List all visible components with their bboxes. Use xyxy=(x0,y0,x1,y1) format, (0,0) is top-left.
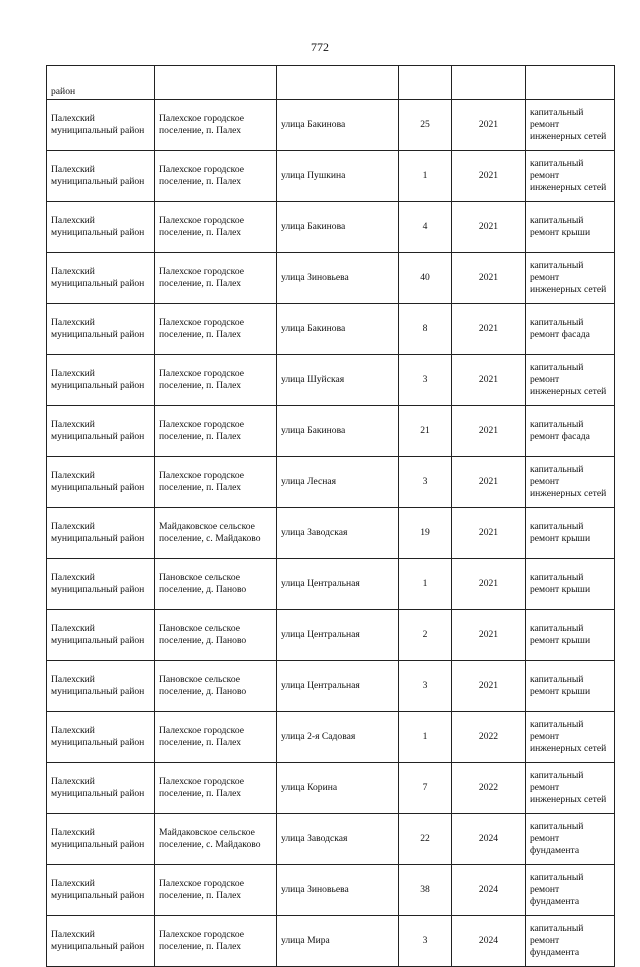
table-row xyxy=(47,100,615,151)
table-row xyxy=(47,559,615,610)
work-type-cell: капитальный ремонт фасада xyxy=(526,304,615,355)
year-cell: 2021 xyxy=(452,253,526,304)
street-cell: улица Центральная xyxy=(277,610,399,661)
work-type-cell: капитальный ремонт инженерных сетей xyxy=(526,253,615,304)
table-row xyxy=(47,304,615,355)
house-cell: 21 xyxy=(399,406,452,457)
table-row xyxy=(47,763,615,814)
house-cell: 22 xyxy=(399,814,452,865)
table-row xyxy=(47,814,615,865)
table-row-continuation xyxy=(47,66,615,100)
street-cell: улица Заводская xyxy=(277,814,399,865)
house-cell: 3 xyxy=(399,355,452,406)
year-cell: 2021 xyxy=(452,508,526,559)
year-cell: 2022 xyxy=(452,763,526,814)
street-cell: улица Центральная xyxy=(277,559,399,610)
table-row xyxy=(47,406,615,457)
table-row xyxy=(47,151,615,202)
house-cell: 19 xyxy=(399,508,452,559)
house-cell xyxy=(399,66,452,100)
settlement-cell: Палехское городское поселение, п. Палех xyxy=(155,253,277,304)
work-type-cell: капитальный ремонт фундамента xyxy=(526,814,615,865)
street-cell: улица Мира xyxy=(277,916,399,967)
district-cell: Палехский муниципальный район xyxy=(47,253,155,304)
year-cell: 2021 xyxy=(452,610,526,661)
settlement-cell: Палехское городское поселение, п. Палех xyxy=(155,916,277,967)
year-cell: 2021 xyxy=(452,661,526,712)
house-cell: 3 xyxy=(399,661,452,712)
street-cell: улица Корина xyxy=(277,763,399,814)
work-type-cell: капитальный ремонт крыши xyxy=(526,559,615,610)
street-cell: улица Центральная xyxy=(277,661,399,712)
settlement-cell: Палехское городское поселение, п. Палех xyxy=(155,763,277,814)
table-row xyxy=(47,508,615,559)
page-number: 772 xyxy=(311,40,329,54)
district-cell: Палехский муниципальный район xyxy=(47,712,155,763)
settlement-cell: Палехское городское поселение, п. Палех xyxy=(155,712,277,763)
work-type-cell: капитальный ремонт фундамента xyxy=(526,916,615,967)
district-cell: Палехский муниципальный район xyxy=(47,304,155,355)
street-cell: улица Бакинова xyxy=(277,406,399,457)
year-cell: 2021 xyxy=(452,151,526,202)
house-cell: 1 xyxy=(399,559,452,610)
house-cell: 8 xyxy=(399,304,452,355)
year-cell xyxy=(452,66,526,100)
settlement-cell: Майдаковское сельское поселение, с. Майдаково xyxy=(155,508,277,559)
settlement-cell xyxy=(155,66,277,100)
work-type-cell: капитальный ремонт фундамента xyxy=(526,865,615,916)
year-cell: 2021 xyxy=(452,457,526,508)
house-cell: 7 xyxy=(399,763,452,814)
table-row xyxy=(47,712,615,763)
settlement-cell: Пановское сельское поселение, д. Паново xyxy=(155,559,277,610)
work-type-cell: капитальный ремонт инженерных сетей xyxy=(526,100,615,151)
street-cell xyxy=(277,66,399,100)
settlement-cell: Палехское городское поселение, п. Палех xyxy=(155,355,277,406)
table-row xyxy=(47,457,615,508)
work-type-cell: капитальный ремонт крыши xyxy=(526,508,615,559)
settlement-cell: Палехское городское поселение, п. Палех xyxy=(155,100,277,151)
work-type-cell xyxy=(526,66,615,100)
street-cell: улица 2-я Садовая xyxy=(277,712,399,763)
settlement-cell: Пановское сельское поселение, д. Паново xyxy=(155,661,277,712)
district-cell: Палехский муниципальный район xyxy=(47,100,155,151)
year-cell: 2021 xyxy=(452,202,526,253)
repair-schedule-table xyxy=(46,65,615,967)
work-type-cell: капитальный ремонт инженерных сетей xyxy=(526,763,615,814)
table-body xyxy=(47,66,615,967)
street-cell: улица Пушкина xyxy=(277,151,399,202)
district-cell: Палехский муниципальный район xyxy=(47,457,155,508)
street-cell: улица Бакинова xyxy=(277,304,399,355)
district-cell: Палехский муниципальный район xyxy=(47,865,155,916)
work-type-cell: капитальный ремонт крыши xyxy=(526,661,615,712)
year-cell: 2021 xyxy=(452,559,526,610)
street-cell: улица Шуйская xyxy=(277,355,399,406)
year-cell: 2021 xyxy=(452,100,526,151)
house-cell: 3 xyxy=(399,916,452,967)
district-cell: Палехский муниципальный район xyxy=(47,610,155,661)
house-cell: 3 xyxy=(399,457,452,508)
work-type-cell: капитальный ремонт крыши xyxy=(526,610,615,661)
year-cell: 2021 xyxy=(452,355,526,406)
district-cell: Палехский муниципальный район xyxy=(47,355,155,406)
district-cell: Палехский муниципальный район xyxy=(47,559,155,610)
work-type-cell: капитальный ремонт крыши xyxy=(526,202,615,253)
work-type-cell: капитальный ремонт инженерных сетей xyxy=(526,457,615,508)
year-cell: 2022 xyxy=(452,712,526,763)
street-cell: улица Зиновьева xyxy=(277,865,399,916)
district-cell: Палехский муниципальный район xyxy=(47,151,155,202)
table-row xyxy=(47,202,615,253)
street-cell: улица Бакинова xyxy=(277,202,399,253)
house-cell: 1 xyxy=(399,151,452,202)
house-cell: 38 xyxy=(399,865,452,916)
house-cell: 4 xyxy=(399,202,452,253)
work-type-cell: капитальный ремонт инженерных сетей xyxy=(526,151,615,202)
year-cell: 2021 xyxy=(452,304,526,355)
table-row xyxy=(47,610,615,661)
settlement-cell: Палехское городское поселение, п. Палех xyxy=(155,406,277,457)
settlement-cell: Майдаковское сельское поселение, с. Майдаково xyxy=(155,814,277,865)
settlement-cell: Палехское городское поселение, п. Палех xyxy=(155,457,277,508)
settlement-cell: Палехское городское поселение, п. Палех xyxy=(155,151,277,202)
street-cell: улица Лесная xyxy=(277,457,399,508)
district-cell: Палехский муниципальный район xyxy=(47,406,155,457)
house-cell: 25 xyxy=(399,100,452,151)
street-cell: улица Бакинова xyxy=(277,100,399,151)
district-cell: Палехский муниципальный район xyxy=(47,814,155,865)
settlement-cell: Пановское сельское поселение, д. Паново xyxy=(155,610,277,661)
table-row xyxy=(47,661,615,712)
district-cell: Палехский муниципальный район xyxy=(47,202,155,253)
district-cell: Палехский муниципальный район xyxy=(47,763,155,814)
work-type-cell: капитальный ремонт фасада xyxy=(526,406,615,457)
district-cell: Палехский муниципальный район xyxy=(47,508,155,559)
year-cell: 2024 xyxy=(452,916,526,967)
table-row xyxy=(47,916,615,967)
work-type-cell: капитальный ремонт инженерных сетей xyxy=(526,712,615,763)
house-cell: 2 xyxy=(399,610,452,661)
year-cell: 2021 xyxy=(452,406,526,457)
house-cell: 40 xyxy=(399,253,452,304)
settlement-cell: Палехское городское поселение, п. Палех xyxy=(155,202,277,253)
district-cell: Палехский муниципальный район xyxy=(47,916,155,967)
table-row xyxy=(47,355,615,406)
work-type-cell: капитальный ремонт инженерных сетей xyxy=(526,355,615,406)
year-cell: 2024 xyxy=(452,865,526,916)
table-row xyxy=(47,253,615,304)
year-cell: 2024 xyxy=(452,814,526,865)
settlement-cell: Палехское городское поселение, п. Палех xyxy=(155,304,277,355)
table-row xyxy=(47,865,615,916)
district-cell: район xyxy=(47,66,155,100)
settlement-cell: Палехское городское поселение, п. Палех xyxy=(155,865,277,916)
district-cell: Палехский муниципальный район xyxy=(47,661,155,712)
street-cell: улица Зиновьева xyxy=(277,253,399,304)
street-cell: улица Заводская xyxy=(277,508,399,559)
house-cell: 1 xyxy=(399,712,452,763)
